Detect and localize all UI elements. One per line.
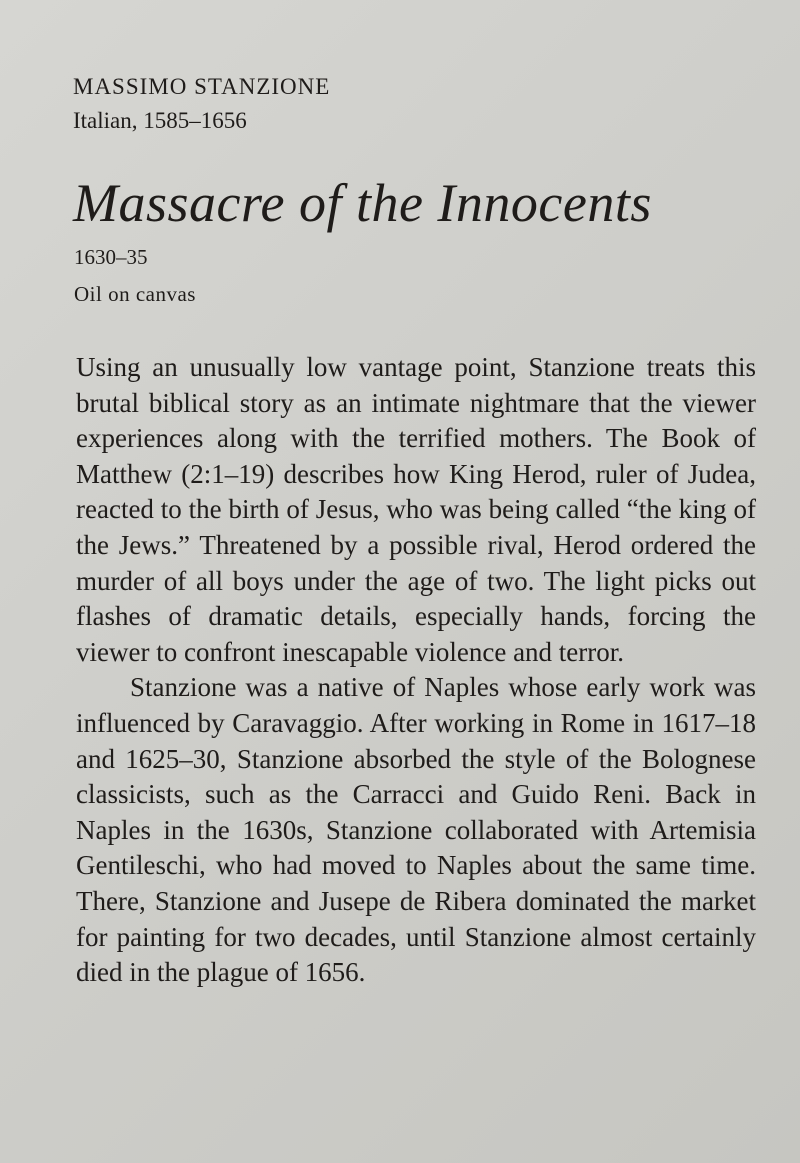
- artwork-medium: Oil on canvas: [74, 282, 196, 306]
- description-paragraph-1: Using an unusually low vantage point, Stanzione treats this brutal biblical story as an intimate nightmare that the viewer experiences along with the terrified mothers. The Book of Matthew (2:1–19) describes how King Herod, ruler of Judea, reacted to the birth of Jesus, who was being called “the king of the Jews.” Threatened by a possible rival, Herod ordered the murder of all boys under the age of two. The light picks out flashes of dramatic details, especially hands, forcing the viewer to confront inescapable violence and terror.: [76, 352, 756, 667]
- artist-nationality-dates: Italian, 1585–1656: [73, 108, 247, 133]
- artist-name: MASSIMO STANZIONE: [73, 74, 331, 99]
- artwork-date: 1630–35: [74, 245, 148, 269]
- artwork-title: Massacre of the Innocents: [73, 173, 652, 233]
- label-description: [76, 350, 756, 991]
- description-paragraph-2: Stanzione was a native of Naples whose early work was influenced by Caravaggio. After working in Rome in 1617–18 and 1625–30, Stanzione absorbed the style of the Bolognese classicists, such as the Carracci and Guido Reni. Back in Naples in the 1630s, Stanzione collaborated with Artemisia Gentileschi, who had moved to Naples about the same time. There, Stanzione and Jusepe de Ribera dominated the market for painting for two decades, until Stanzione almost certainly died in the plague of 1656.: [76, 672, 756, 988]
